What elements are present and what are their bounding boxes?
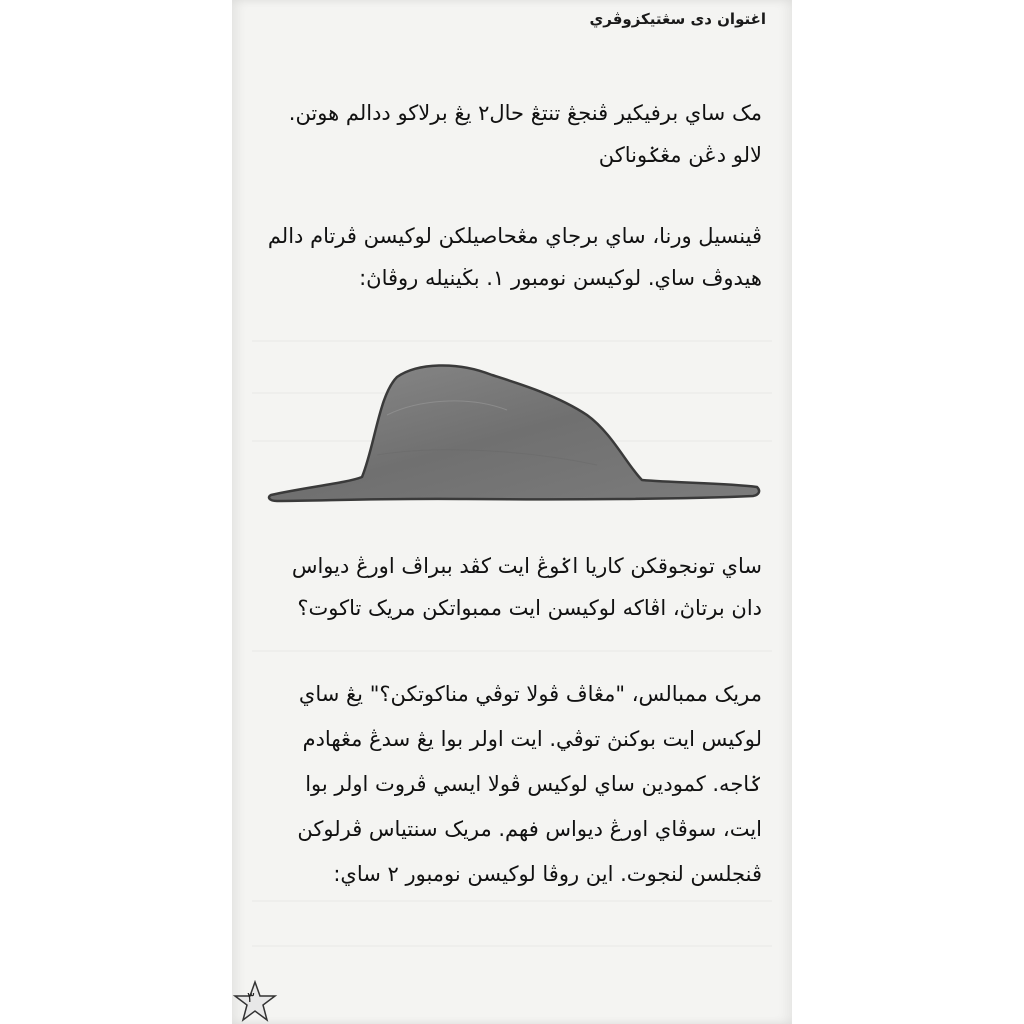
paragraph-2: ڤينسيل ورنا، ساي برجاي مڠحاصيلکن لوکيسن ڤرتام دالم هيدوڤ ساي. لوکيسن نومبور ١. بڬينيله روڤاڽ: xyxy=(267,224,762,290)
boa-hat-drawing xyxy=(267,355,767,520)
bleed-through-line xyxy=(252,650,772,652)
paragraph-1: مک ساي برفيکير ڤنجڠ تنتڠ حال٢ يڠ برلاکو ددالم هوتن. لالو دڠن مڠݢوناکن xyxy=(288,101,762,167)
book-page xyxy=(232,0,792,1024)
star-icon xyxy=(232,980,278,1024)
hat-drawing-figure xyxy=(267,355,767,520)
bleed-through-line xyxy=(252,900,772,902)
bleed-through-line xyxy=(252,340,772,342)
running-header: اغتوان دى سڠتيکزوڤري xyxy=(589,10,766,28)
page-number: ٣ xyxy=(247,990,255,1006)
bleed-through-line xyxy=(252,945,772,947)
page-number-badge xyxy=(232,980,278,1024)
hat-shape xyxy=(269,365,759,501)
paragraph-3: ساي تونجوقکن کاريا اݢوڠ ايت کڤد ببراڤ اورڠ ديواس دان برتاڽ، اڤاکه لوکيسن ايت ممبواتکن مريک تاکوت؟ xyxy=(291,554,762,620)
paragraph-4: مريک ممبالس، "مڠاڤ ڤولا توڤي مناکوتکن؟" يڠ ساي لوکيس ايت بوکنڽ توڤي. ايت اولر بوا يڠ سدڠ مڠهادم ݢاجه. کمودين ساي لوکيس ڤولا ايسي ڤروت اولر بوا ايت، سوڤاي اورڠ ديواس فهم. مريک سنتياس ڤرلوکن ڤنجلسن لنجوت. اين روڤا لوکيسن نومبور ٢ ساي: xyxy=(297,682,762,886)
